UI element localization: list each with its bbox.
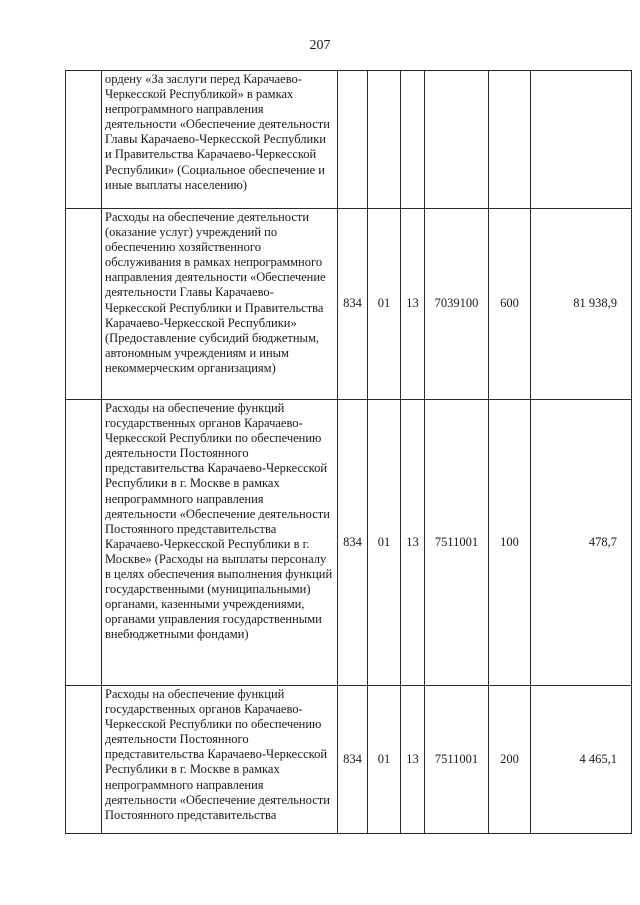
amount-cell: 4 465,1 — [531, 686, 632, 834]
expense-type-cell: 200 — [489, 686, 531, 834]
row-number-cell — [66, 209, 102, 400]
description-cell — [102, 686, 338, 834]
ministry-code-cell: 834 — [338, 209, 368, 400]
section-code-cell — [368, 71, 401, 209]
table-row — [66, 209, 632, 400]
description-text: ордену «За заслуги перед Карачаево-Черкесской Республикой» в рамках непрограммного направления деятельности «Обеспечение деятельности Главы Карачаево-Черкесской Республики и Правительства Карачаево-Черкесской Республики» (Социальное обеспечение и иные выплаты населению) — [105, 72, 330, 192]
table-row — [66, 71, 632, 209]
expense-type-cell: 100 — [489, 400, 531, 686]
description-text: Расходы на обеспечение функций государственных органов Карачаево-Черкесской Республики по обеспечению деятельности Постоянного представительства Карачаево-Черкесской Республики в г. Москве в рамках непрограммного направления деятельности «Обеспечение деятельности Постоянного представительства — [105, 687, 330, 822]
row-number-cell — [66, 400, 102, 686]
target-code-cell — [425, 71, 489, 209]
section-code-cell: 01 — [368, 209, 401, 400]
subsection-code-cell: 13 — [401, 209, 425, 400]
row-number-cell — [66, 71, 102, 209]
section-code-cell: 01 — [368, 400, 401, 686]
subsection-code-cell: 13 — [401, 686, 425, 834]
target-code-cell: 7511001 — [425, 400, 489, 686]
table-row — [66, 400, 632, 686]
ministry-code-cell: 834 — [338, 400, 368, 686]
target-code-cell: 7511001 — [425, 686, 489, 834]
amount-cell — [531, 71, 632, 209]
budget-table — [65, 70, 632, 834]
target-code-cell: 7039100 — [425, 209, 489, 400]
row-number-cell — [66, 686, 102, 834]
description-cell: Расходы на обеспечение функций государственных органов Карачаево-Черкесской Республики по обеспечению деятельности Постоянного представительства Карачаево-Черкесской Республики в г. Москве в рамках непрограммного направления деятельности «Обеспечение деятельности Постоянного представительства Карачаево-Черкесской Республики в г. Москве» (Расходы на выплаты персоналу в целях обеспечения выполнения функций государственными (муниципальными) органами, казенными учреждениями, органами управления государственными внебюджетными фондами) — [102, 400, 338, 686]
section-code-cell: 01 — [368, 686, 401, 834]
table-row — [66, 686, 632, 834]
expense-type-cell — [489, 71, 531, 209]
expense-type-cell: 600 — [489, 209, 531, 400]
description-cell: Расходы на обеспечение деятельности (оказание услуг) учреждений по обеспечению хозяйственного обслуживания в рамках непрограммного направления деятельности «Обеспечение деятельности Главы Карачаево-Черкесской Республики и Правительства Карачаево-Черкесской Республики» (Предоставление субсидий бюджетным, автономным учреждениям и иным некоммерческим организациям) — [102, 209, 338, 400]
subsection-code-cell — [401, 71, 425, 209]
ministry-code-cell — [338, 71, 368, 209]
description-cell — [102, 71, 338, 209]
ministry-code-cell: 834 — [338, 686, 368, 834]
subsection-code-cell: 13 — [401, 400, 425, 686]
page-number: 207 — [309, 38, 331, 53]
amount-cell: 478,7 — [531, 400, 632, 686]
amount-cell: 81 938,9 — [531, 209, 632, 400]
